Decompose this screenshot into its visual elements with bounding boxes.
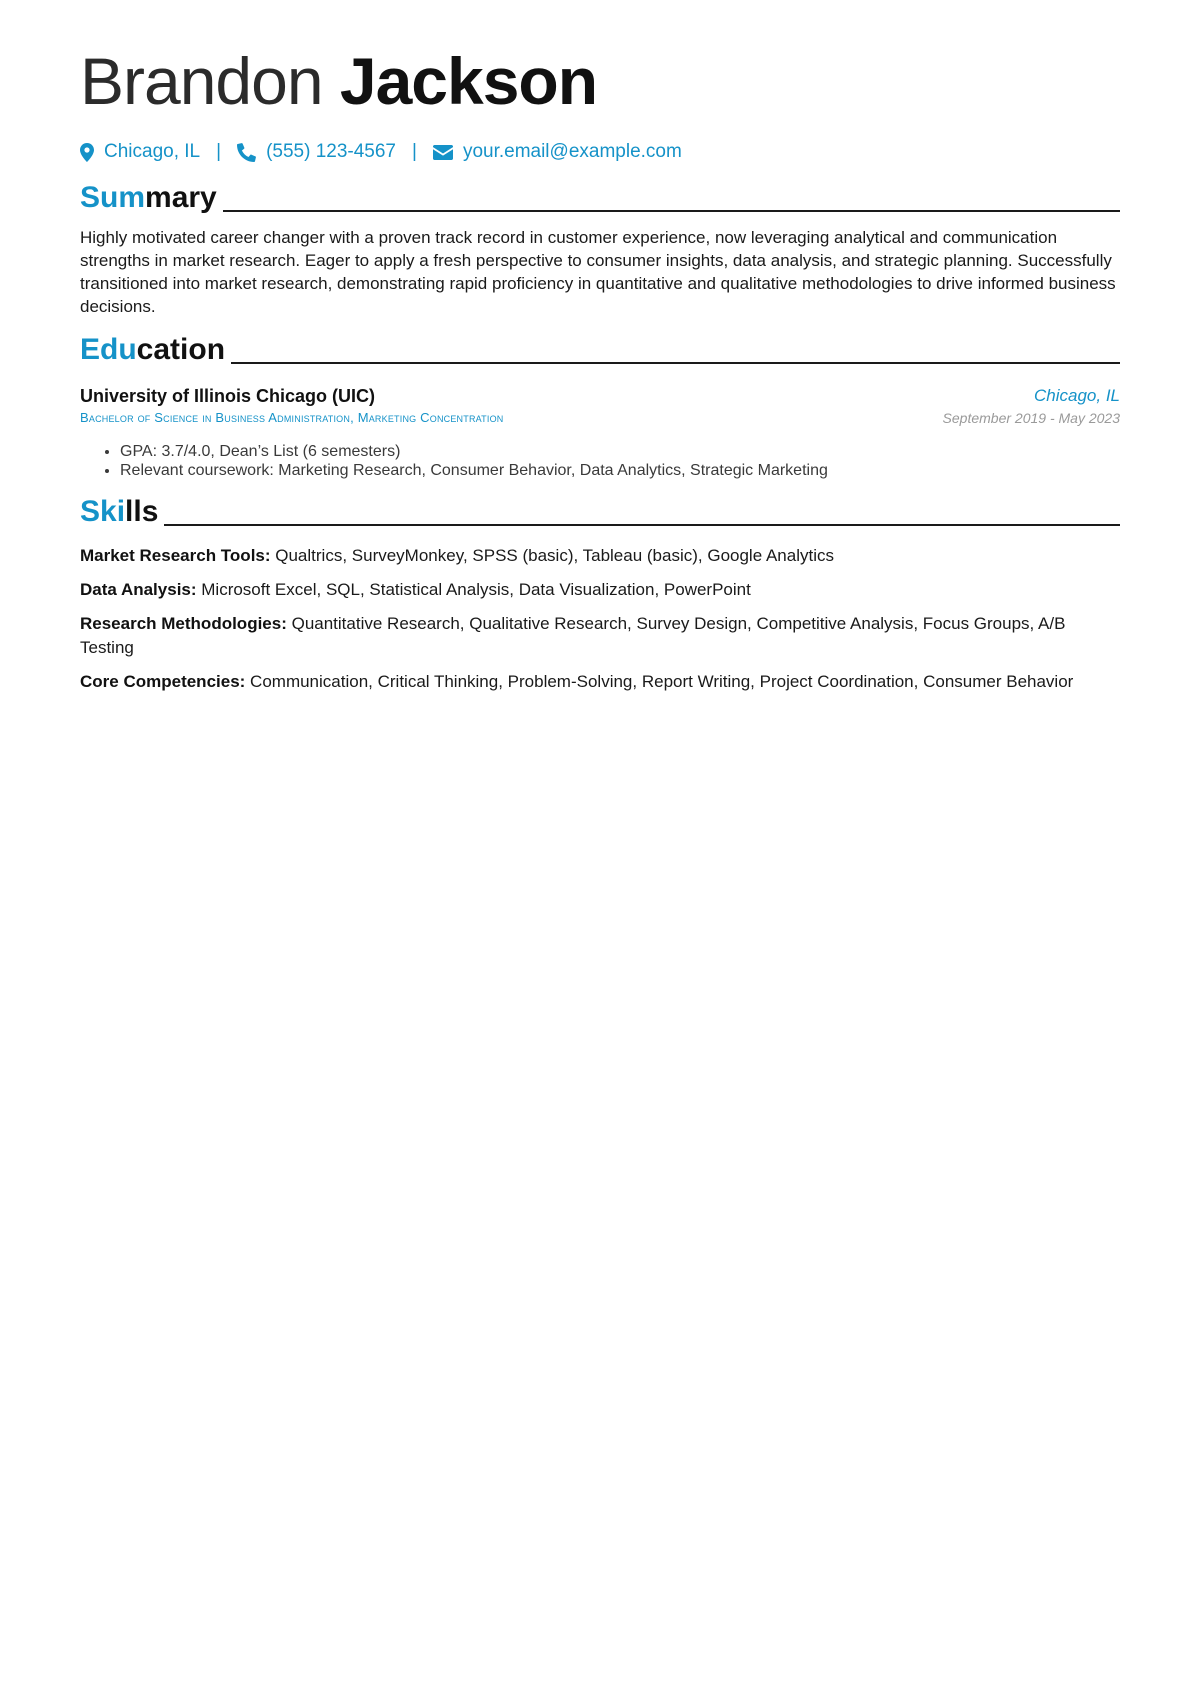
location-text: Chicago, IL — [104, 141, 201, 162]
contact-location — [80, 141, 200, 163]
degree-name: Bachelor of Science in Business Administration, Marketing Concentration — [80, 410, 504, 425]
skill-value: Communication, Critical Thinking, Problem-Solving, Report Writing, Project Coordination, Consumer Behavior — [245, 672, 1074, 691]
candidate-name — [80, 38, 1120, 124]
map-marker-icon — [80, 143, 94, 162]
phone-icon — [237, 143, 256, 162]
contact-bar — [80, 138, 1120, 166]
education-heading — [80, 332, 1120, 368]
email-link: your.email@example.com — [462, 141, 682, 162]
envelope-icon — [433, 145, 453, 160]
skills-list — [80, 544, 1120, 694]
summary-heading — [80, 180, 1120, 216]
summary-title: Summary — [80, 181, 217, 214]
skill-row — [80, 578, 1120, 602]
section-rule — [223, 210, 1120, 212]
first-name: Brandon — [80, 44, 323, 118]
section-rule — [164, 524, 1120, 526]
resume-page — [80, 38, 1120, 694]
skills-heading — [80, 494, 1120, 530]
school-location: Chicago, IL — [1034, 386, 1120, 405]
contact-phone[interactable] — [237, 141, 396, 163]
school-name: University of Illinois Chicago (UIC) — [80, 386, 376, 406]
contact-separator: | — [216, 141, 222, 162]
skill-value: Quantitative Research, Qualitative Research, Survey Design, Competitive Analysis, Focus Groups, A/B Testing — [80, 614, 1066, 657]
skill-row — [80, 544, 1120, 568]
skills-title: Skills — [80, 495, 159, 528]
phone-text: (555) 123-4567 — [266, 141, 396, 162]
summary-text: Highly motivated career changer with a proven track record in customer experience, now leveraging analytical and communication strengths in market research. Eager to apply a fresh perspective to consumer insights, data analysis, and strategic planning. Successfully transitioned into market research, demonstrating rapid proficiency in quantitative and qualitative methodologies to drive informed business decisions. — [80, 228, 1116, 316]
skill-label: Research Methodologies: — [80, 614, 287, 633]
contact-email[interactable] — [433, 141, 682, 163]
skill-row — [80, 612, 1120, 660]
skill-row — [80, 670, 1120, 694]
skill-label: Core Competencies: — [80, 672, 246, 691]
education-bullets — [80, 442, 1120, 480]
skill-label: Market Research Tools: — [80, 546, 271, 565]
education-dates: September 2019 - May 2023 — [942, 410, 1120, 426]
list-item: • GPA: 3.7/4.0, Dean’s List (6 semesters) — [120, 442, 1120, 461]
list-item: • Relevant coursework: Marketing Research, Consumer Behavior, Data Analytics, Strategic Marketing — [120, 461, 1120, 480]
skill-value: Microsoft Excel, SQL, Statistical Analysis, Data Visualization, PowerPoint — [196, 580, 751, 599]
education-entry — [80, 384, 1120, 428]
skill-value: Qualtrics, SurveyMonkey, SPSS (basic), Tableau (basic), Google Analytics — [270, 546, 834, 565]
last-name: Jackson — [339, 44, 598, 118]
contact-separator: | — [412, 141, 417, 162]
skill-label: Data Analysis: — [80, 580, 197, 599]
section-rule — [231, 362, 1120, 364]
education-title: Education — [80, 333, 226, 366]
